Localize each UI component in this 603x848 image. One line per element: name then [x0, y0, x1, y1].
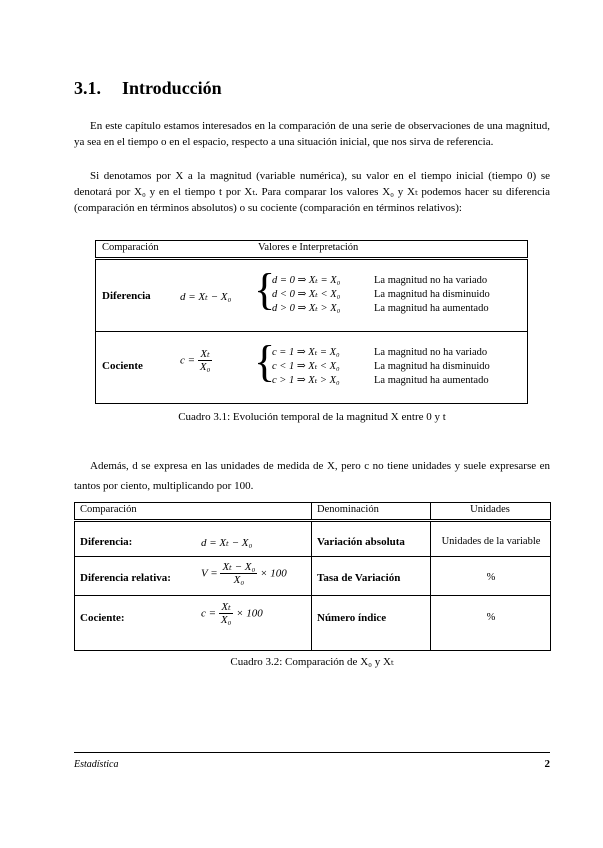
table-1-body: [95, 259, 528, 404]
table-2-row-cociente-formula: c = $\frac{\text{Xₜ}}{\text{X₀}}$ × 100: [201, 601, 263, 626]
section-title: Introducción: [122, 78, 222, 98]
table-2-row-relativa-units: %: [486, 572, 496, 583]
table-2-row-relativa-name: Diferencia relativa:: [80, 572, 171, 584]
table-2-row-cociente-units: %: [486, 612, 496, 623]
table-1-header: [95, 240, 528, 258]
table-2-header-denominacion: Denominación: [317, 504, 379, 515]
table-2-row-diferencia-formula: d = Xₜ − X₀: [201, 537, 253, 549]
table-2-row-diferencia-name: Diferencia:: [80, 536, 133, 548]
table-1-row-diferencia-cases: d = 0 ⇒ Xₜ = X₀ La magnitud no ha variado d < 0 ⇒ Xₜ < X₀ La magnitud ha disminuido d > 0 ⇒ Xₜ > X₀ La magnitud ha aumentado: [272, 275, 490, 314]
table-2-row-relativa-formula: V = $\frac{\text{Xₜ − X₀}}{\text{X₀}}$ × 100: [201, 561, 287, 586]
table-2-header-comparacion: Comparación: [80, 504, 137, 515]
paragraph-2: [74, 168, 550, 216]
paragraph-1-text: En este capítulo estamos interesados en la comparación de una serie de observaciones de una magnitud, ya sea en el tiempo o en el espacio, respecto a una situación inicial, que nos sirva de referencia.: [74, 120, 550, 148]
footer-left: Estadística: [74, 759, 119, 770]
table-1-header-valores: Valores e Interpretación: [258, 242, 359, 253]
table-1-row-divider: [96, 331, 527, 332]
table-1: [95, 240, 528, 404]
table-2-header: [74, 502, 551, 520]
table-1-row-cociente-formula: c = $\frac{\text{Xₜ}}{\text{X₀}}$: [180, 348, 211, 373]
table-1-header-comparacion: Comparación: [102, 242, 159, 253]
table-2-header-unidades: Unidades: [470, 504, 510, 515]
table-2-row-diferencia-denom: Variación absoluta: [317, 536, 405, 548]
table-1-row-cociente-cases: c = 1 ⇒ Xₜ = X₀ La magnitud no ha variado c < 1 ⇒ Xₜ < X₀ La magnitud ha disminuido c > 1 ⇒ Xₜ > X₀ La magnitud ha aumentado: [272, 347, 490, 386]
table-2-row-relativa-denom: Tasa de Variación: [317, 572, 401, 584]
table-1-row-diferencia-name: Diferencia: [102, 290, 151, 302]
paragraph-1: [74, 118, 550, 150]
brace-icon: {: [254, 337, 276, 386]
table-2-row-cociente-denom: Número índice: [317, 612, 387, 624]
section-number: 3.1.: [74, 78, 101, 98]
table-2: [74, 502, 551, 650]
table-2-caption: Cuadro 3.2: Comparación de X₀ y Xₜ: [230, 656, 394, 668]
table-1-row-diferencia-formula: d = Xₜ − X₀: [180, 291, 232, 303]
table-2-row-cociente-name: Cociente:: [80, 612, 125, 624]
page-number: 2: [544, 758, 550, 770]
table-2-row-diferencia-units: Unidades de la variable: [441, 536, 541, 547]
table-1-caption: Cuadro 3.1: Evolución temporal de la magnitud X entre 0 y t: [178, 411, 446, 423]
table-1-row-cociente-name: Cociente: [102, 360, 143, 372]
footer-rule: [74, 752, 550, 753]
paragraph-3: [74, 456, 550, 496]
paragraph-2-text: Si denotamos por X a la magnitud (variable numérica), su valor en el tiempo inicial (tiempo 0) se denotará por X₀ y en el tiempo t por Xₜ. Para comparar los valores X₀ y Xₜ podemos hacer su diferencia (comparación en términos absolutos) o su cociente (comparación en términos relativos):: [74, 170, 550, 214]
section-heading: [74, 78, 222, 99]
brace-icon: {: [254, 265, 276, 314]
paragraph-3-text: Además, d se expresa en las unidades de medida de X, pero c no tiene unidades y suele expresarse en tantos por ciento, multiplicando por 100.: [74, 460, 550, 492]
table-2-body: [74, 521, 551, 651]
